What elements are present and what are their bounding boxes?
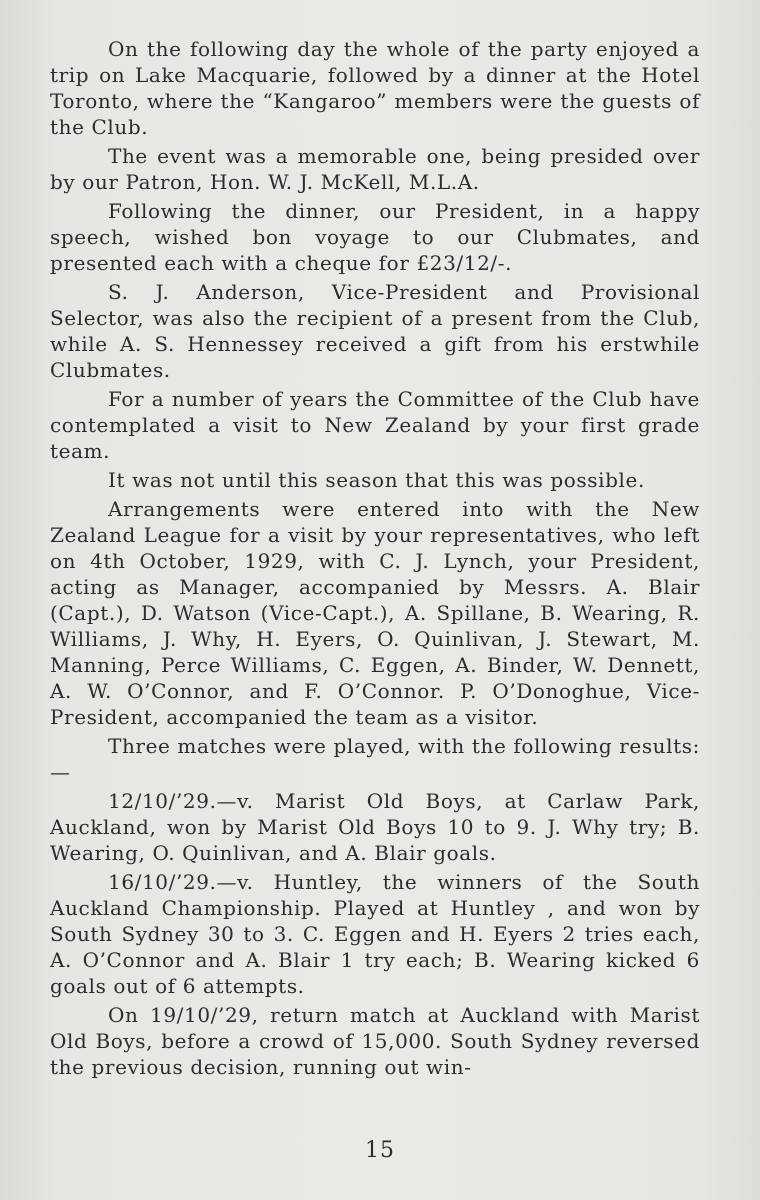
paragraph-three-matches: Three matches were played, with the following results:— xyxy=(50,734,700,784)
paragraph-match-marist-old-boys: 12/10/’29.—v. Marist Old Boys, at Carlaw Park, Auckland, won by Marist Old Boys 10 to 9. J. Why try; B. Wearing, O. Quinlivan, and A. Blair goals. xyxy=(50,789,700,865)
paragraph-anderson-present: S. J. Anderson, Vice-President and Provisional Selector, was also the recipient of a present from the Club, while A. S. Hennessey received a gift from his erstwhile Clubmates. xyxy=(50,280,700,382)
paragraph-bon-voyage-speech: Following the dinner, our President, in a happy speech, wished bon voyage to our Clubmates, and presented each with a cheque for £23/12/-. xyxy=(50,199,700,275)
paragraph-match-huntley: 16/10/’29.—v. Huntley, the winners of the South Auckland Championship. Played at Huntley , and won by South Sydney 30 to 3. C. Eggen and H. Eyers 2 tries each, A. O’Connor and A. Blair 1 try each; B. Wearing kicked 6 goals out of 6 attempts. xyxy=(50,870,700,998)
paragraph-memorable-event: The event was a memorable one, being presided over by our Patron, Hon. W. J. McKell, M.L.A. xyxy=(50,144,700,194)
paragraph-new-zealand-visit: For a number of years the Committee of the Club have contemplated a visit to New Zealand by your first grade team. xyxy=(50,387,700,463)
paragraph-return-match: On 19/10/’29, return match at Auckland with Marist Old Boys, before a crowd of 15,000. South Sydney reversed the previous decision, running out win- xyxy=(50,1003,700,1079)
page-number: 15 xyxy=(365,1138,395,1163)
paragraph-season-possible: It was not until this season that this was possible. xyxy=(108,468,645,492)
body-text xyxy=(50,36,700,1083)
paragraph-arrangements-team: Arrangements were entered into with the New Zealand League for a visit by your representatives, who left on 4th October, 1929, with C. J. Lynch, your President, acting as Manager, accompanied by Messrs. A. Blair (Capt.), D. Watson (Vice-Capt.), A. Spillane, B. Wearing, R. Williams, J. Why, H. Eyers, O. Quinlivan, J. Stewart, M. Manning, Perce Williams, C. Eggen, A. Binder, W. Dennett, A. W. O’Connor, and F. O’Connor. P. O’Donoghue, Vice-President, accompanied the team as a visitor. xyxy=(50,497,700,729)
paragraph-lake-macquarie-trip: On the following day the whole of the party enjoyed a trip on Lake Macquarie, followed by a dinner at the Hotel Toronto, where the “Kangaroo” members were the guests of the Club. xyxy=(50,37,700,139)
